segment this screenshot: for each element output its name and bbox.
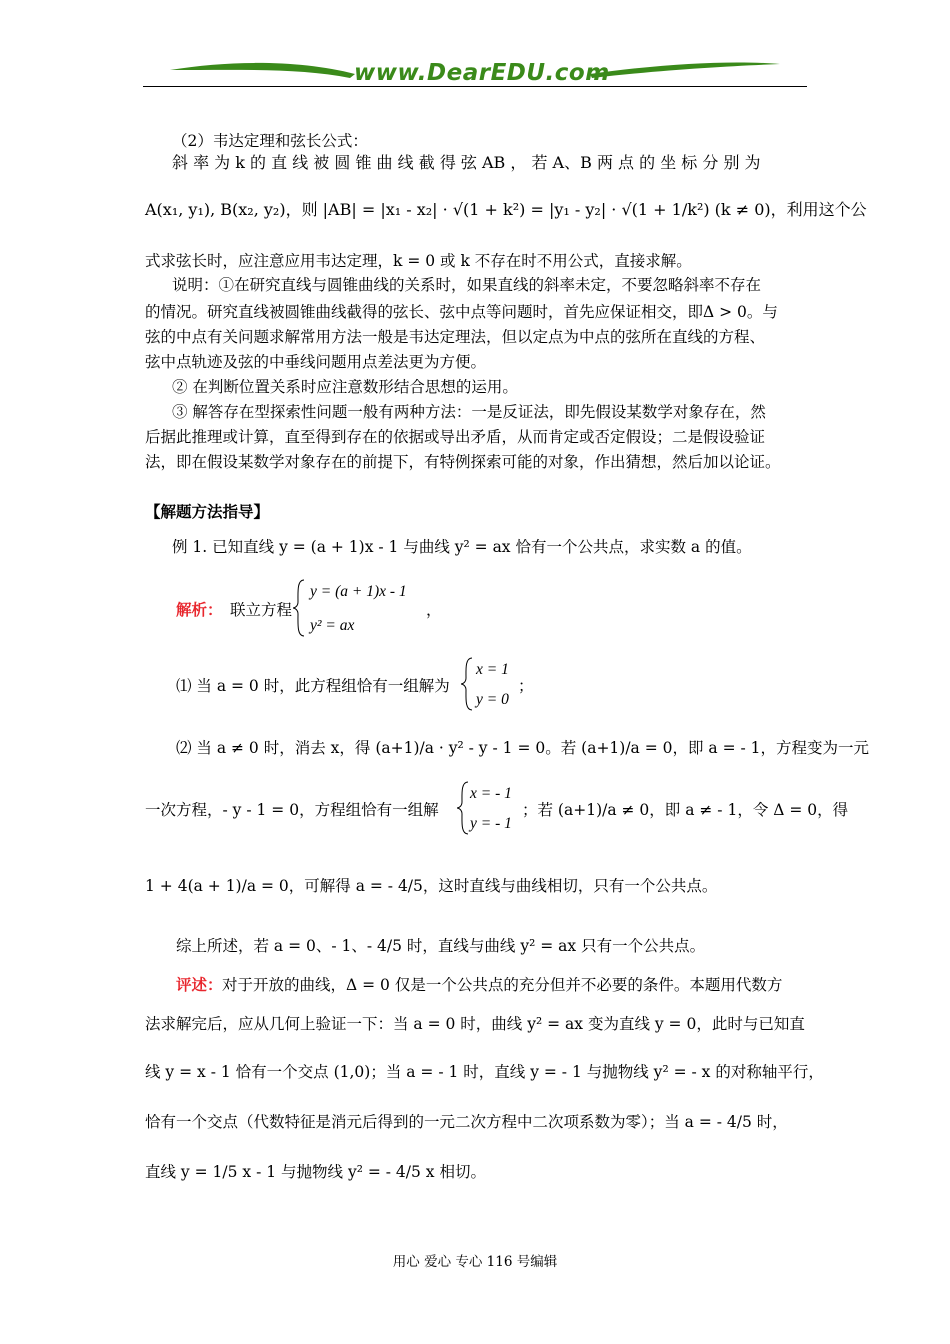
comment-line5: 直线 y = 1/5 x - 1 与抛物线 y² = - 4/5 x 相切。 [145,1163,486,1181]
note2: ② 在判断位置关系时应注意数形结合思想的运用。 [172,378,518,396]
case2-sol2: y = - 1 [470,815,512,832]
section2-line3: 式求弦长时，应注意应用韦达定理，k = 0 或 k 不存在时不用公式，直接求解。 [145,252,692,270]
case2-sol1: x = - 1 [470,785,512,802]
comment-line3: 线 y = x - 1 恰有一个交点 (1,0)；当 a = - 1 时，直线 y = - 1 与抛物线 y² = - x 的对称轴平行， [145,1063,824,1081]
comment-line2: 法求解完后，应从几何上验证一下：当 a = 0 时，曲线 y² = ax 变为直线 y = 0，此时与已知直 [145,1015,805,1033]
header-logo-text: www.DearEDU.com [354,60,610,86]
header-rule [143,86,807,87]
case1-text: ⑴ 当 a = 0 时，此方程组恰有一组解为 [176,677,450,695]
section2-heading: （2）韦达定理和弦长公式： [172,132,368,150]
system-eq1: y = (a + 1)x - 1 [310,583,407,600]
guide-title: 【解题方法指导】 [145,503,270,521]
note1-line2: 的情况。研究直线被圆锥曲线截得的弦长、弦中点等问题时，首先应保证相交，即Δ > 0。与 [145,303,778,321]
case2-brace [456,780,470,836]
note1-line1: 说明：①在研究直线与圆锥曲线的关系时，如果直线的斜率未定，不要忽略斜率不存在 [172,276,762,294]
section2-line2: A(x₁, y₁), B(x₂, y₂)，则 |AB| = |x₁ - x₂| · √(1 + k²) = |y₁ - y₂| · √(1 + 1/k²) (k ≠ 0)，利用这个公 [145,200,867,219]
system-comma: ， [426,601,442,619]
comment-label: 评述： [176,975,223,994]
note1-line4: 弦中点轨迹及弦的中垂线问题用点差法更为方便。 [145,353,487,371]
case1-end: ； [518,677,534,695]
case1-sol2: y = 0 [476,691,509,708]
analysis-label: 解析： [176,600,223,619]
footer-text: 用心 爱心 专心 116 号编辑 [392,1254,558,1270]
note1-line3: 弦的中点有关问题求解常用方法一般是韦达定理法，但以定点为中点的弦所在直线的方程、 [145,328,766,346]
case1-brace [460,656,474,712]
case2-line1: ⑵ 当 a ≠ 0 时，消去 x，得 (a+1)/a · y² - y - 1 = 0。若 (a+1)/a = 0，即 a = - 1，方程变为一元 [176,739,870,757]
note3-line3: 法，即在假设某数学对象存在的前提下，有特例探索可能的对象，作出猜想，然后加以论证。 [145,453,781,471]
system-eq2: y² = ax [310,617,355,634]
example1: 例 1. 已知直线 y = (a + 1)x - 1 与曲线 y² = ax 恰有一个公共点，求实数 a 的值。 [172,538,752,556]
comment-line1: 对于开放的曲线，Δ = 0 仅是一个公共点的充分但并不必要的条件。本题用代数方 [222,976,783,994]
note3-line2: 后据此推理或计算，直至得到存在的依据或导出矛盾，从而肯定或否定假设；二是假设验证 [145,428,766,446]
case2-line3: 1 + 4(a + 1)/a = 0，可解得 a = - 4/5，这时直线与曲线相切，只有一个公共点。 [145,877,718,895]
section2-line1: 斜 率 为 k 的 直 线 被 圆 锥 曲 线 截 得 弦 AB ， 若 A、B 两 点 的 坐 标 分 别 为 [172,153,761,172]
case1-sol1: x = 1 [476,661,509,678]
case2-line2a: 一次方程，- y - 1 = 0，方程组恰有一组解 [145,801,439,819]
note3-line1: ③ 解答存在型探索性问题一般有两种方法：一是反证法，即先假设某数学对象存在，然 [172,403,766,421]
case2-line2b: ；若 (a+1)/a ≠ 0，即 a ≠ - 1，令 Δ = 0，得 [522,801,849,819]
system-brace [292,578,306,638]
comment-line4: 恰有一个交点（代数特征是消元后得到的一元二次方程中二次项系数为零）；当 a = - 4/5 时， [145,1113,788,1131]
summary: 综上所述，若 a = 0、- 1、- 4/5 时，直线与曲线 y² = ax 只有一个公共点。 [176,937,706,955]
analysis-text: 联立方程 [230,601,293,619]
